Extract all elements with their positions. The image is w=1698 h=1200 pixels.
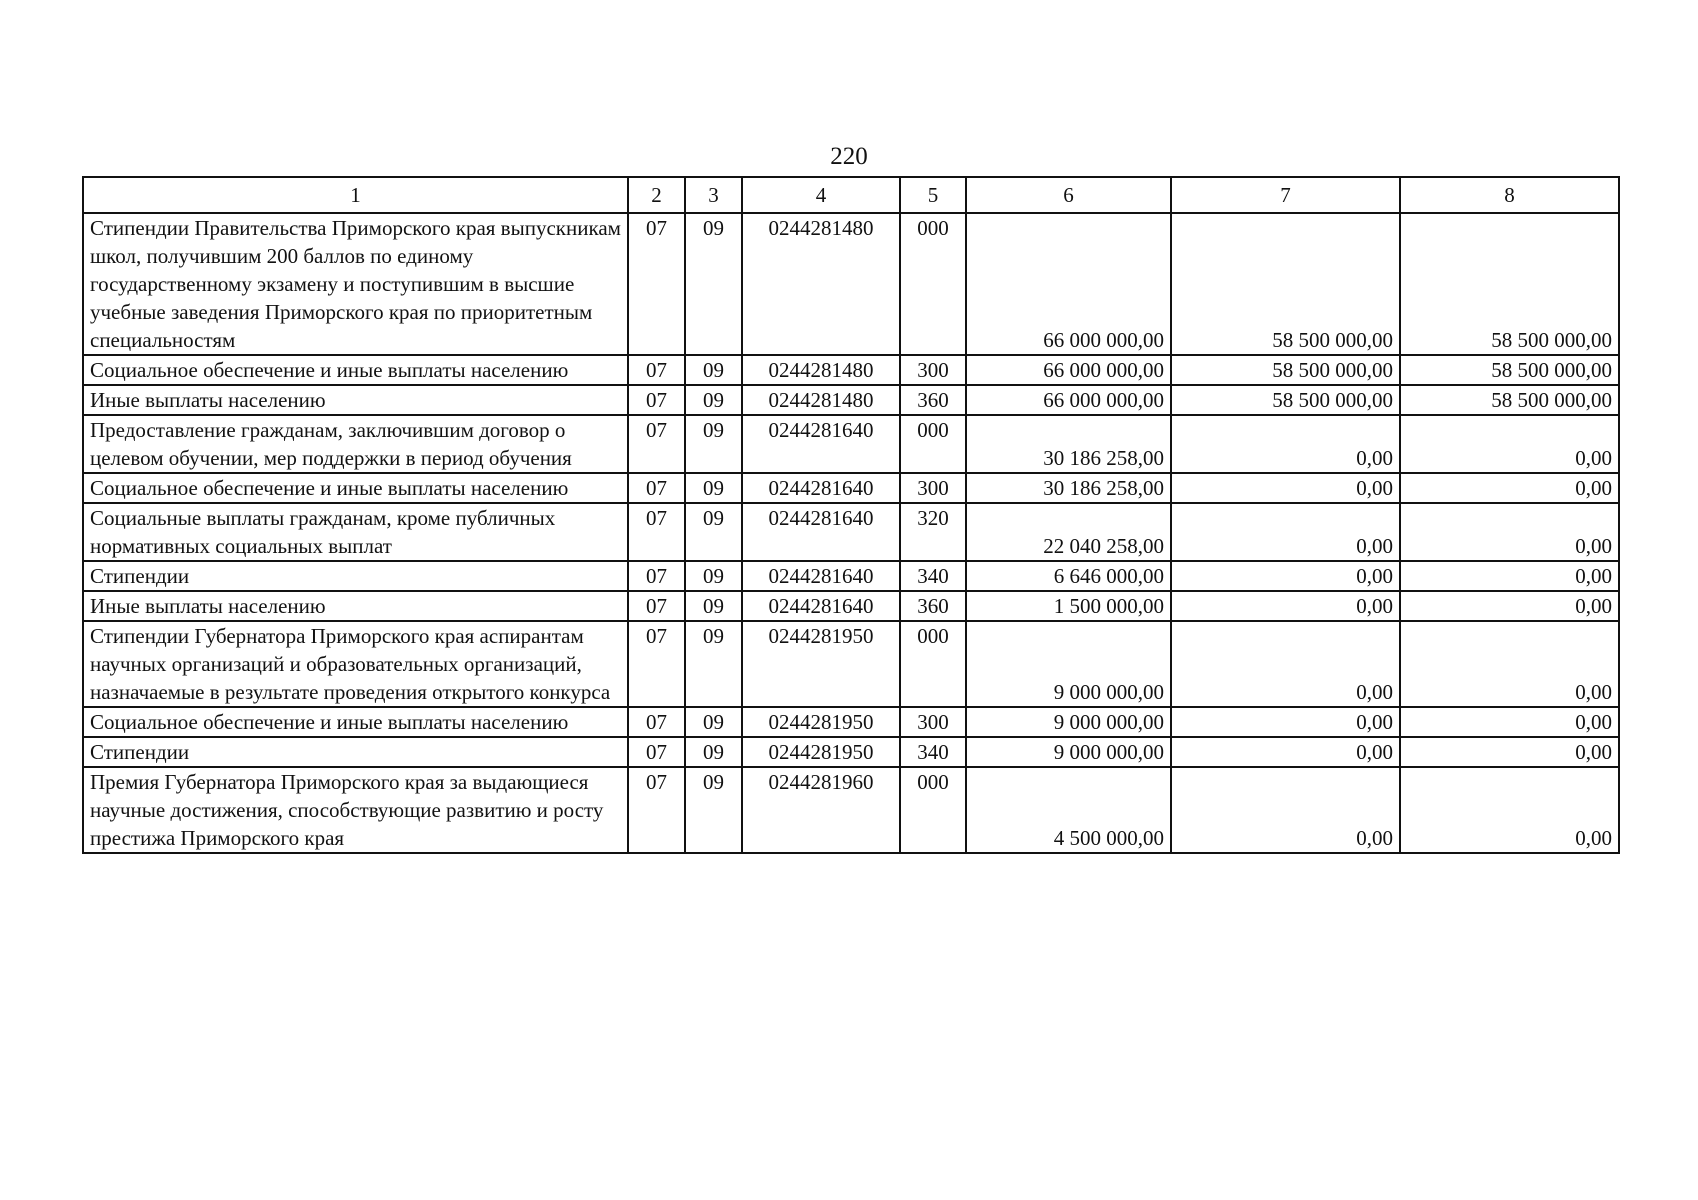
target-article-code: 0244281640 bbox=[742, 503, 900, 561]
row-name: Стипендии bbox=[83, 561, 628, 591]
section-code: 07 bbox=[628, 737, 685, 767]
amount-col-7: 0,00 bbox=[1171, 621, 1400, 707]
section-code: 07 bbox=[628, 473, 685, 503]
table-row bbox=[83, 591, 1619, 621]
target-article-code: 0244281640 bbox=[742, 591, 900, 621]
amount-col-6: 66 000 000,00 bbox=[966, 355, 1171, 385]
table-row bbox=[83, 621, 1619, 707]
amount-col-6: 9 000 000,00 bbox=[966, 737, 1171, 767]
amount-col-7: 0,00 bbox=[1171, 561, 1400, 591]
section-code: 07 bbox=[628, 355, 685, 385]
table-row bbox=[83, 473, 1619, 503]
column-header: 1 bbox=[83, 177, 628, 213]
amount-col-6: 9 000 000,00 bbox=[966, 707, 1171, 737]
amount-col-8: 0,00 bbox=[1400, 591, 1619, 621]
table-row bbox=[83, 737, 1619, 767]
row-name: Социальное обеспечение и иные выплаты населению bbox=[83, 355, 628, 385]
amount-col-8: 0,00 bbox=[1400, 415, 1619, 473]
column-header: 5 bbox=[900, 177, 966, 213]
expense-type-code: 340 bbox=[900, 561, 966, 591]
amount-col-7: 58 500 000,00 bbox=[1171, 385, 1400, 415]
amount-col-7: 58 500 000,00 bbox=[1171, 213, 1400, 355]
amount-col-8: 58 500 000,00 bbox=[1400, 213, 1619, 355]
section-code: 07 bbox=[628, 503, 685, 561]
subsection-code: 09 bbox=[685, 503, 742, 561]
amount-col-8: 0,00 bbox=[1400, 707, 1619, 737]
amount-col-8: 0,00 bbox=[1400, 737, 1619, 767]
amount-col-8: 0,00 bbox=[1400, 621, 1619, 707]
row-name: Иные выплаты населению bbox=[83, 591, 628, 621]
expense-type-code: 300 bbox=[900, 707, 966, 737]
table-header-row bbox=[83, 177, 1619, 213]
target-article-code: 0244281480 bbox=[742, 355, 900, 385]
budget-table bbox=[82, 176, 1620, 854]
subsection-code: 09 bbox=[685, 591, 742, 621]
row-name: Стипендии bbox=[83, 737, 628, 767]
amount-col-7: 0,00 bbox=[1171, 591, 1400, 621]
table-row bbox=[83, 385, 1619, 415]
amount-col-7: 0,00 bbox=[1171, 767, 1400, 853]
amount-col-8: 0,00 bbox=[1400, 473, 1619, 503]
page-number: 220 bbox=[830, 143, 868, 170]
row-name: Стипендии Правительства Приморского края выпускникам школ, получившим 200 баллов по единому государственному экзамену и поступившим в высшие учебные заведения Приморского края по приоритетным специальностям bbox=[83, 213, 628, 355]
expense-type-code: 000 bbox=[900, 621, 966, 707]
section-code: 07 bbox=[628, 561, 685, 591]
target-article-code: 0244281950 bbox=[742, 707, 900, 737]
amount-col-7: 0,00 bbox=[1171, 707, 1400, 737]
row-name: Социальные выплаты гражданам, кроме публичных нормативных социальных выплат bbox=[83, 503, 628, 561]
amount-col-6: 6 646 000,00 bbox=[966, 561, 1171, 591]
table-row bbox=[83, 355, 1619, 385]
target-article-code: 0244281640 bbox=[742, 561, 900, 591]
subsection-code: 09 bbox=[685, 561, 742, 591]
table-row bbox=[83, 213, 1619, 355]
amount-col-8: 58 500 000,00 bbox=[1400, 385, 1619, 415]
target-article-code: 0244281950 bbox=[742, 621, 900, 707]
section-code: 07 bbox=[628, 415, 685, 473]
column-header: 7 bbox=[1171, 177, 1400, 213]
target-article-code: 0244281480 bbox=[742, 385, 900, 415]
table-row bbox=[83, 503, 1619, 561]
target-article-code: 0244281950 bbox=[742, 737, 900, 767]
subsection-code: 09 bbox=[685, 355, 742, 385]
expense-type-code: 300 bbox=[900, 473, 966, 503]
column-header: 3 bbox=[685, 177, 742, 213]
amount-col-7: 58 500 000,00 bbox=[1171, 355, 1400, 385]
amount-col-8: 0,00 bbox=[1400, 767, 1619, 853]
section-code: 07 bbox=[628, 707, 685, 737]
target-article-code: 0244281480 bbox=[742, 213, 900, 355]
amount-col-6: 4 500 000,00 bbox=[966, 767, 1171, 853]
row-name: Иные выплаты населению bbox=[83, 385, 628, 415]
expense-type-code: 320 bbox=[900, 503, 966, 561]
row-name: Премия Губернатора Приморского края за выдающиеся научные достижения, способствующие развитию и росту престижа Приморского края bbox=[83, 767, 628, 853]
target-article-code: 0244281960 bbox=[742, 767, 900, 853]
section-code: 07 bbox=[628, 621, 685, 707]
section-code: 07 bbox=[628, 385, 685, 415]
section-code: 07 bbox=[628, 213, 685, 355]
column-header: 2 bbox=[628, 177, 685, 213]
expense-type-code: 000 bbox=[900, 767, 966, 853]
amount-col-8: 58 500 000,00 bbox=[1400, 355, 1619, 385]
amount-col-6: 9 000 000,00 bbox=[966, 621, 1171, 707]
target-article-code: 0244281640 bbox=[742, 415, 900, 473]
subsection-code: 09 bbox=[685, 767, 742, 853]
expense-type-code: 000 bbox=[900, 415, 966, 473]
column-header: 4 bbox=[742, 177, 900, 213]
subsection-code: 09 bbox=[685, 707, 742, 737]
subsection-code: 09 bbox=[685, 213, 742, 355]
amount-col-8: 0,00 bbox=[1400, 561, 1619, 591]
amount-col-7: 0,00 bbox=[1171, 737, 1400, 767]
expense-type-code: 000 bbox=[900, 213, 966, 355]
expense-type-code: 360 bbox=[900, 385, 966, 415]
amount-col-7: 0,00 bbox=[1171, 415, 1400, 473]
subsection-code: 09 bbox=[685, 415, 742, 473]
subsection-code: 09 bbox=[685, 473, 742, 503]
amount-col-6: 1 500 000,00 bbox=[966, 591, 1171, 621]
subsection-code: 09 bbox=[685, 621, 742, 707]
row-name: Стипендии Губернатора Приморского края аспирантам научных организаций и образовательных организаций, назначаемые в результате проведения открытого конкурса bbox=[83, 621, 628, 707]
expense-type-code: 340 bbox=[900, 737, 966, 767]
subsection-code: 09 bbox=[685, 737, 742, 767]
expense-type-code: 300 bbox=[900, 355, 966, 385]
column-header: 8 bbox=[1400, 177, 1619, 213]
target-article-code: 0244281640 bbox=[742, 473, 900, 503]
table-row bbox=[83, 415, 1619, 473]
table-row bbox=[83, 767, 1619, 853]
amount-col-7: 0,00 bbox=[1171, 473, 1400, 503]
amount-col-6: 66 000 000,00 bbox=[966, 385, 1171, 415]
amount-col-6: 30 186 258,00 bbox=[966, 415, 1171, 473]
row-name: Предоставление гражданам, заключившим договор о целевом обучении, мер поддержки в период обучения bbox=[83, 415, 628, 473]
amount-col-8: 0,00 bbox=[1400, 503, 1619, 561]
row-name: Социальное обеспечение и иные выплаты населению bbox=[83, 473, 628, 503]
amount-col-6: 66 000 000,00 bbox=[966, 213, 1171, 355]
amount-col-6: 22 040 258,00 bbox=[966, 503, 1171, 561]
amount-col-7: 0,00 bbox=[1171, 503, 1400, 561]
column-header: 6 bbox=[966, 177, 1171, 213]
row-name: Социальное обеспечение и иные выплаты населению bbox=[83, 707, 628, 737]
amount-col-6: 30 186 258,00 bbox=[966, 473, 1171, 503]
subsection-code: 09 bbox=[685, 385, 742, 415]
table-row bbox=[83, 707, 1619, 737]
section-code: 07 bbox=[628, 591, 685, 621]
table-row bbox=[83, 561, 1619, 591]
expense-type-code: 360 bbox=[900, 591, 966, 621]
section-code: 07 bbox=[628, 767, 685, 853]
